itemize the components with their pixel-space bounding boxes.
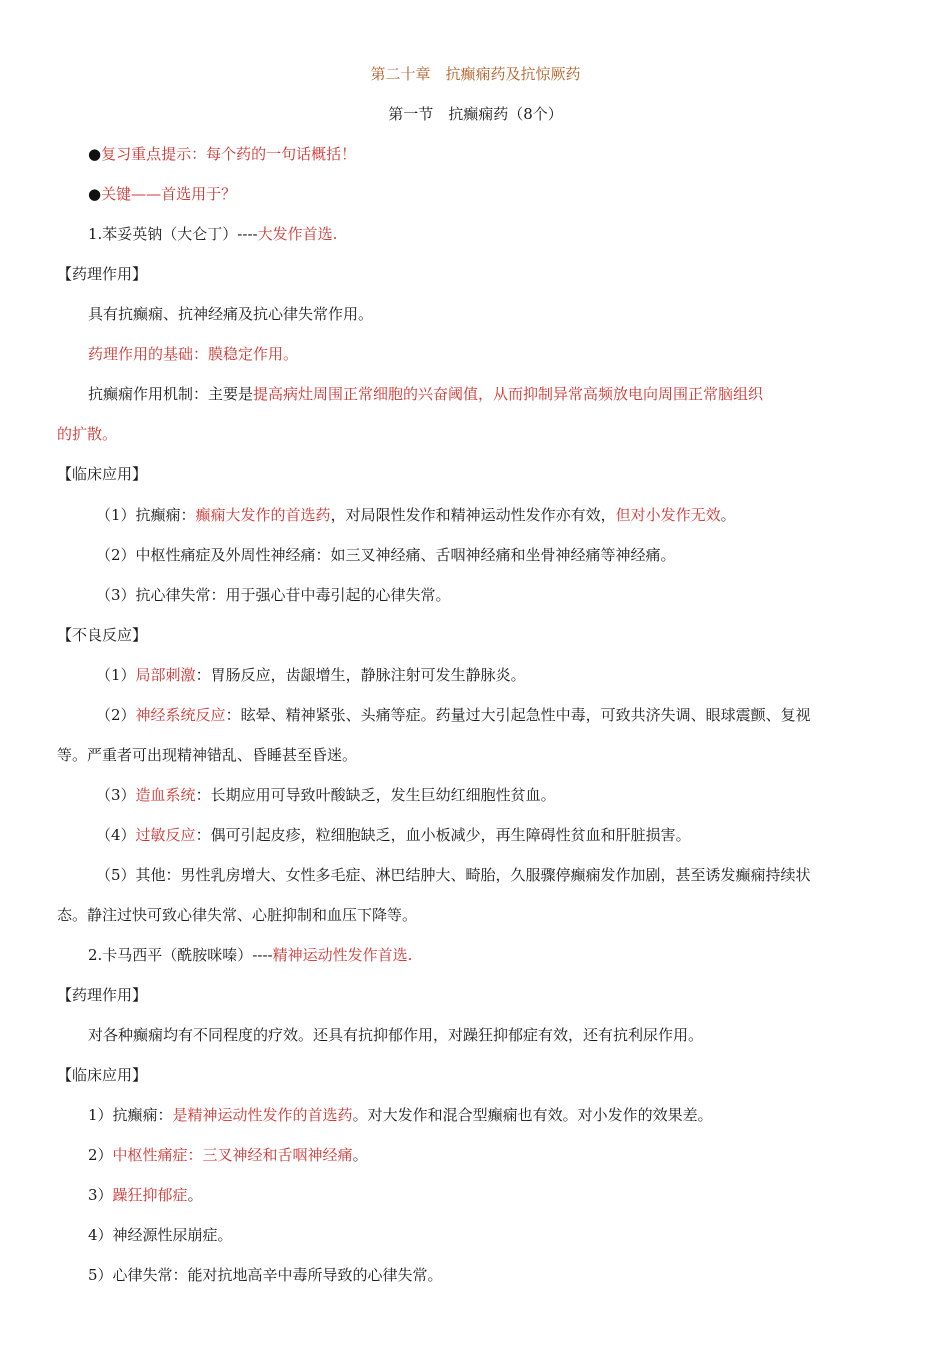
- tip-review-text: 复习重点提示：每个药的一句话概括！: [101, 145, 357, 163]
- adv-text: ：偶可引起皮疹，粒细胞缺乏，血小板减少，再生障碍性贫血和肝脏损害。: [195, 826, 691, 844]
- drug1-mechanism-text: 提高病灶周围正常细胞的兴奋阈值，从而抑制异常高频放电向周围正常脑组织: [253, 385, 764, 403]
- drug2-pharm-effects: 对各种癫痫均有不同程度的疗效。还具有抗抑郁作用，对躁狂抑郁症有效，还有抗利尿作用。: [88, 1026, 704, 1044]
- drug1-adv-1: [96, 665, 898, 685]
- clin-highlight: 但对小发作无效: [615, 506, 721, 524]
- clin-text: ，对局限性发作和精神运动性发作亦有效，: [330, 506, 616, 524]
- clin-label: 1）抗癫痫：: [88, 1106, 173, 1124]
- drug2-section-pharmacology: 【药理作用】: [57, 986, 148, 1004]
- drug1-mechanism-prefix: 抗癫痫作用机制：主要是: [88, 385, 254, 403]
- drug1-name: 1.苯妥英钠（大仑丁）----: [88, 225, 258, 243]
- drug1-pharm-basis: 药理作用的基础：膜稳定作用。: [88, 345, 299, 363]
- clin-highlight: 是精神运动性发作的首选药: [172, 1106, 353, 1124]
- drug2-clin-2: [88, 1145, 898, 1165]
- drug1-adv-3: [96, 785, 898, 805]
- drug2-clin-4: 4）神经源性尿崩症。: [88, 1226, 233, 1244]
- tip-key: [88, 184, 898, 204]
- clin-text: 。对大发作和混合型癫痫也有效。对小发作的效果差。: [352, 1106, 713, 1124]
- section-title: 第一节 抗癫痫药（8个）: [388, 105, 563, 123]
- clin-text: 。: [352, 1146, 368, 1164]
- clin-highlight: 中枢性痛症：三叉神经和舌咽神经痛: [112, 1146, 353, 1164]
- bullet-icon: ●: [88, 185, 102, 203]
- clin-label: 2）: [88, 1146, 113, 1164]
- drug1-section-adverse: 【不良反应】: [57, 626, 148, 644]
- drug2-clin-3: [88, 1185, 898, 1205]
- adv-highlight: 局部刺激: [135, 666, 196, 684]
- drug1-adv-4: [96, 825, 898, 845]
- drug1-pharm-effects: 具有抗癫痫、抗神经痛及抗心律失常作用。: [88, 305, 374, 323]
- drug1-section-clinical: 【临床应用】: [57, 465, 148, 483]
- drug1-mechanism: [88, 384, 898, 404]
- drug2-clin-5: 5）心律失常：能对抗地高辛中毒所导致的心律失常。: [88, 1266, 443, 1284]
- adv-highlight: 神经系统反应: [135, 706, 226, 724]
- drug2-heading: [88, 945, 898, 965]
- drug2-section-clinical: 【临床应用】: [57, 1066, 148, 1084]
- drug1-heading: [88, 224, 898, 244]
- adv-text: ：胃肠反应，齿龈增生，静脉注射可发生静脉炎。: [195, 666, 526, 684]
- adv-label: （4）: [96, 826, 136, 844]
- drug1-clin-1: [96, 505, 898, 525]
- clin-label: 3）: [88, 1186, 113, 1204]
- adv-text: ：眩晕、精神紧张、头痛等症。药量过大引起急性中毒，可致共济失调、眼球震颤、复视: [225, 706, 811, 724]
- drug2-indication: 精神运动性发作首选.: [272, 946, 413, 964]
- drug1-adv-2-cont: 等。严重者可出现精神错乱、昏睡甚至昏迷。: [57, 746, 358, 764]
- tip-key-text: 关键——首选用于？: [101, 185, 237, 203]
- drug1-section-pharmacology: 【药理作用】: [57, 265, 148, 283]
- adv-label: （2）: [96, 706, 136, 724]
- clin-highlight: 癫痫大发作的首选药: [195, 506, 331, 524]
- drug1-clin-2: （2）中枢性痛症及外周性神经痛：如三叉神经痛、舌咽神经痛和坐骨神经痛等神经痛。: [96, 546, 676, 564]
- clin-highlight: 躁狂抑郁症: [112, 1186, 188, 1204]
- drug1-indication: 大发作首选.: [257, 225, 338, 243]
- drug1-mechanism-cont: 的扩散。: [57, 425, 118, 443]
- adv-highlight: 过敏反应: [135, 826, 196, 844]
- clin-text: 。: [187, 1186, 203, 1204]
- drug1-adv-2: [96, 705, 898, 725]
- tip-review: [88, 144, 898, 164]
- drug2-name: 2.卡马西平（酰胺咪嗪）----: [88, 946, 273, 964]
- drug1-adv-5: （5）其他：男性乳房增大、女性多毛症、淋巴结肿大、畸胎，久服骤停癫痫发作加剧，甚至诱发癫痫持续状: [96, 866, 811, 884]
- drug2-clin-1: [88, 1105, 898, 1125]
- adv-text: ：长期应用可导致叶酸缺乏，发生巨幼红细胞性贫血。: [195, 786, 556, 804]
- bullet-icon: ●: [88, 145, 102, 163]
- chapter-title: 第二十章 抗癫痫药及抗惊厥药: [370, 65, 581, 83]
- adv-label: （3）: [96, 786, 136, 804]
- clin-label: （1）抗癫痫：: [96, 506, 196, 524]
- drug1-clin-3: （3）抗心律失常：用于强心苷中毒引起的心律失常。: [96, 586, 451, 604]
- drug1-adv-5-cont: 态。静注过快可致心律失常、心脏抑制和血压下降等。: [57, 906, 418, 924]
- clin-text: 。: [720, 506, 736, 524]
- adv-highlight: 造血系统: [135, 786, 196, 804]
- adv-label: （1）: [96, 666, 136, 684]
